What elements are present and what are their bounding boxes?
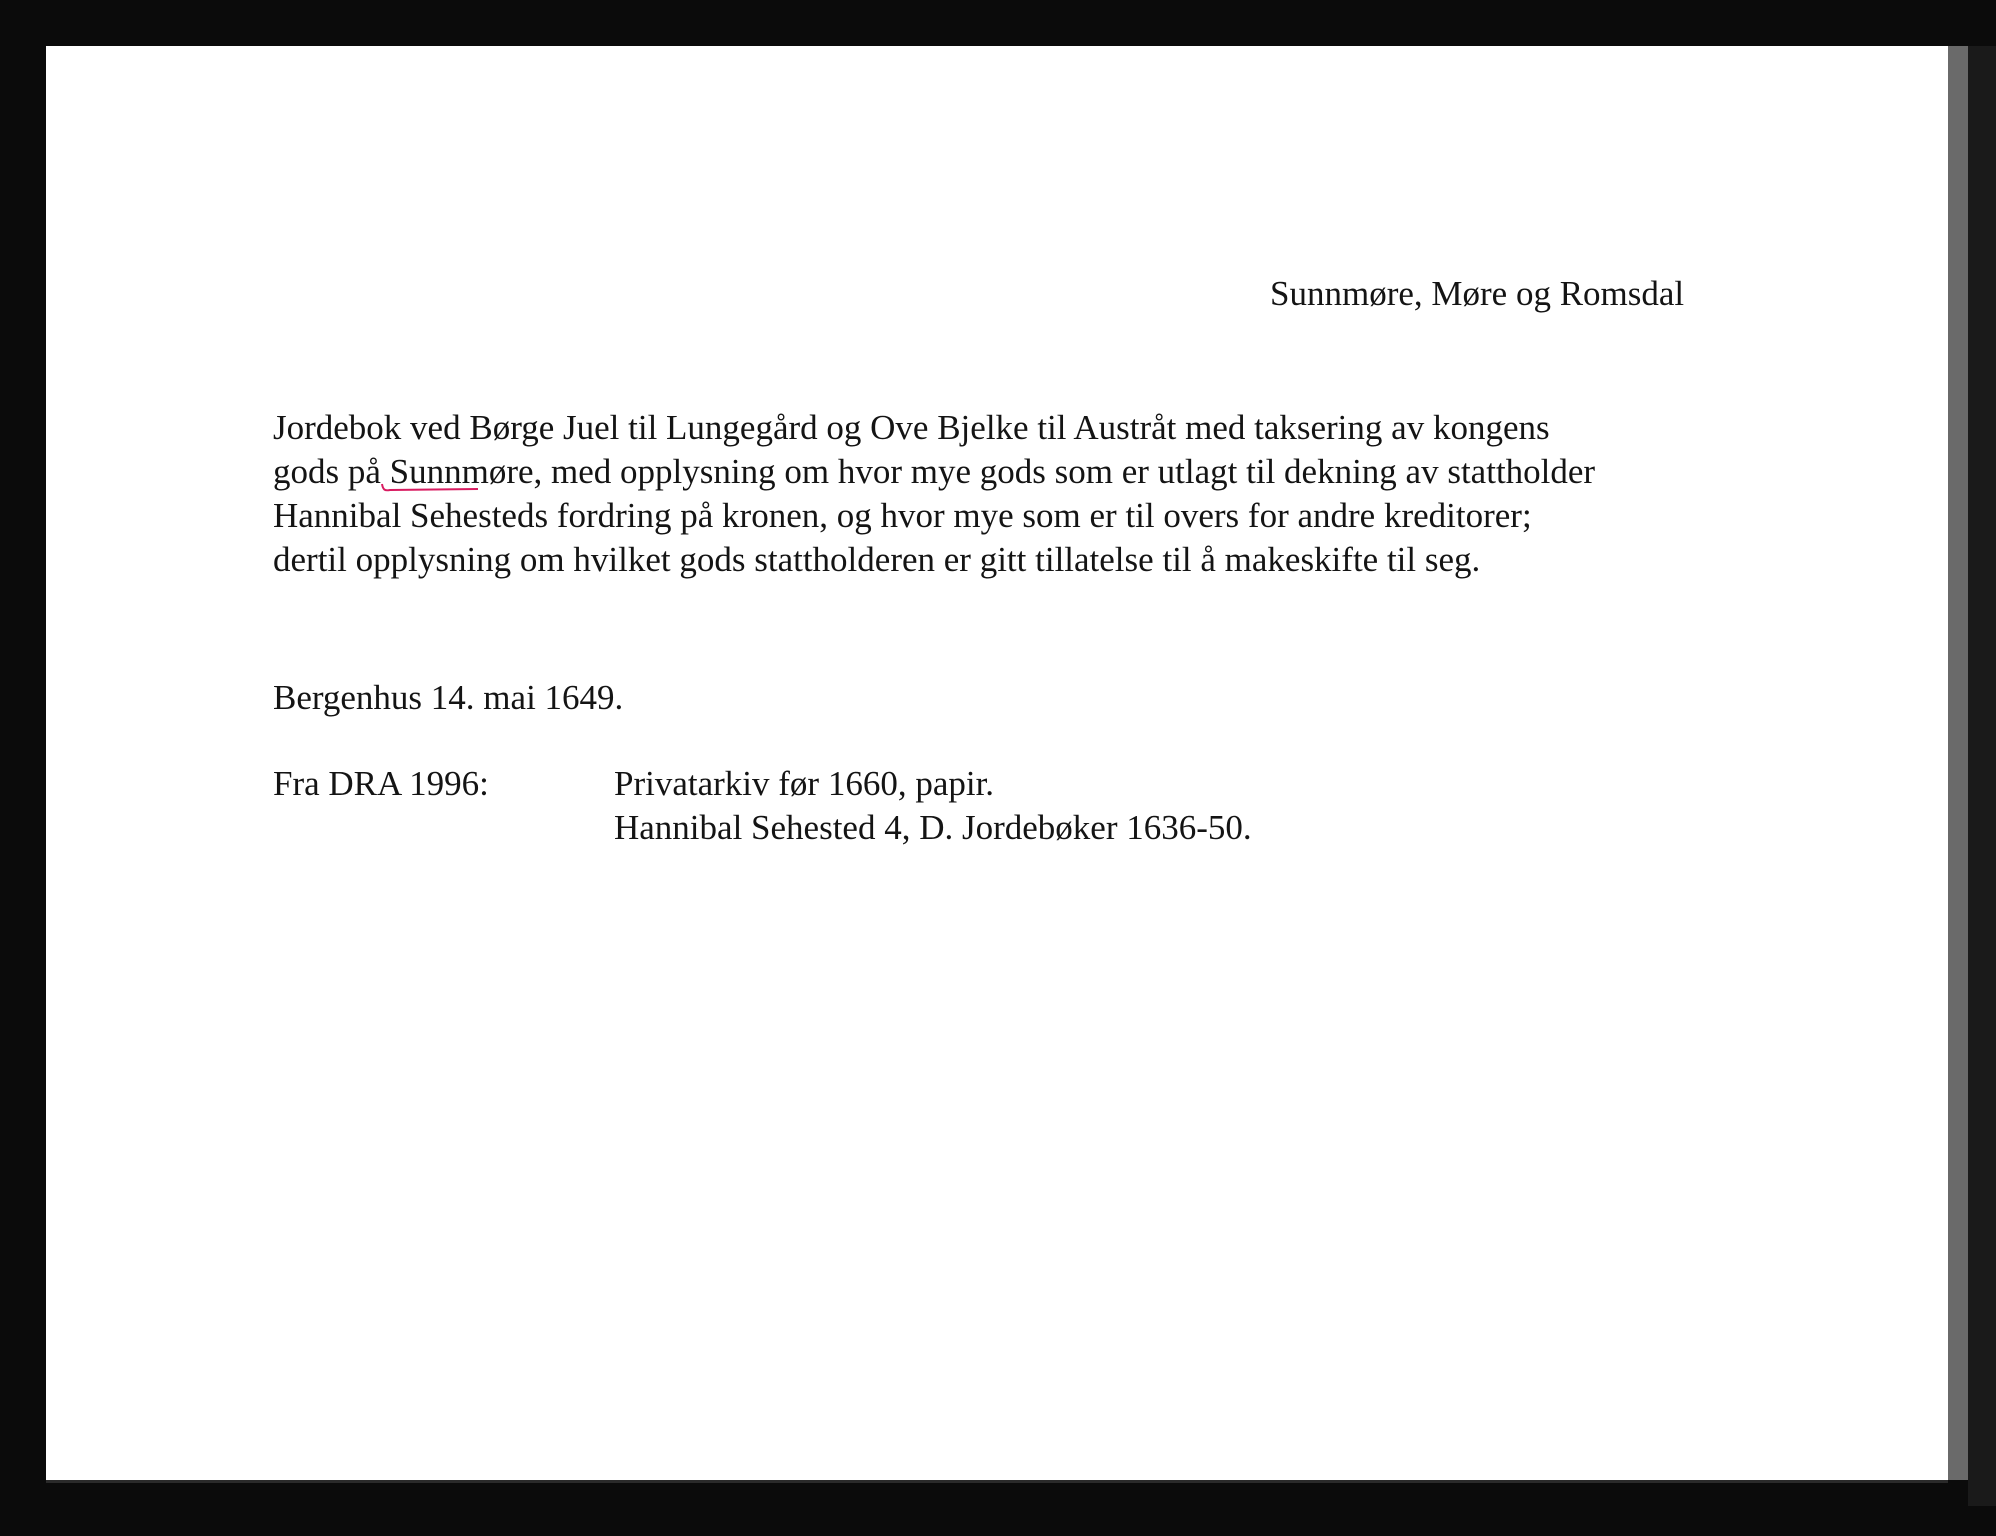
region-heading: Sunnmøre, Møre og Romsdal	[1270, 274, 1685, 313]
description-line-2-end: , med opplysning om hvor mye gods som er utlagt til dekning av stattholder	[533, 452, 1596, 491]
source-line-2: Hannibal Sehested 4, D. Jordebøker 1636-50.	[614, 808, 1252, 847]
source-line-1: Privatarkiv før 1660, papir.	[614, 764, 995, 803]
source-details	[614, 762, 1252, 850]
description-line-1: Jordebok ved Børge Juel til Lungegård og Ove Bjelke til Austråt med taksering av kongens	[273, 408, 1550, 447]
annotated-place-text: Sunnmøre	[389, 452, 534, 491]
source-label: Fra DRA 1996:	[273, 764, 489, 803]
description-line-2	[273, 450, 1595, 494]
annotated-place-name	[390, 450, 534, 494]
description-line-3: Hannibal Sehesteds fordring på kronen, og hvor mye som er til overs for andre kreditorer;	[273, 496, 1532, 535]
description-line-2-start: gods på	[273, 452, 390, 491]
sheet-edge-shadow	[1948, 46, 1968, 1480]
description-line-4: dertil opplysning om hvilket gods stattholderen er gitt tillatelse til å makeskifte til seg.	[273, 540, 1481, 579]
dateline: Bergenhus 14. mai 1649.	[273, 678, 624, 717]
record-description	[273, 406, 1595, 582]
scanner-border	[1968, 46, 1996, 1506]
